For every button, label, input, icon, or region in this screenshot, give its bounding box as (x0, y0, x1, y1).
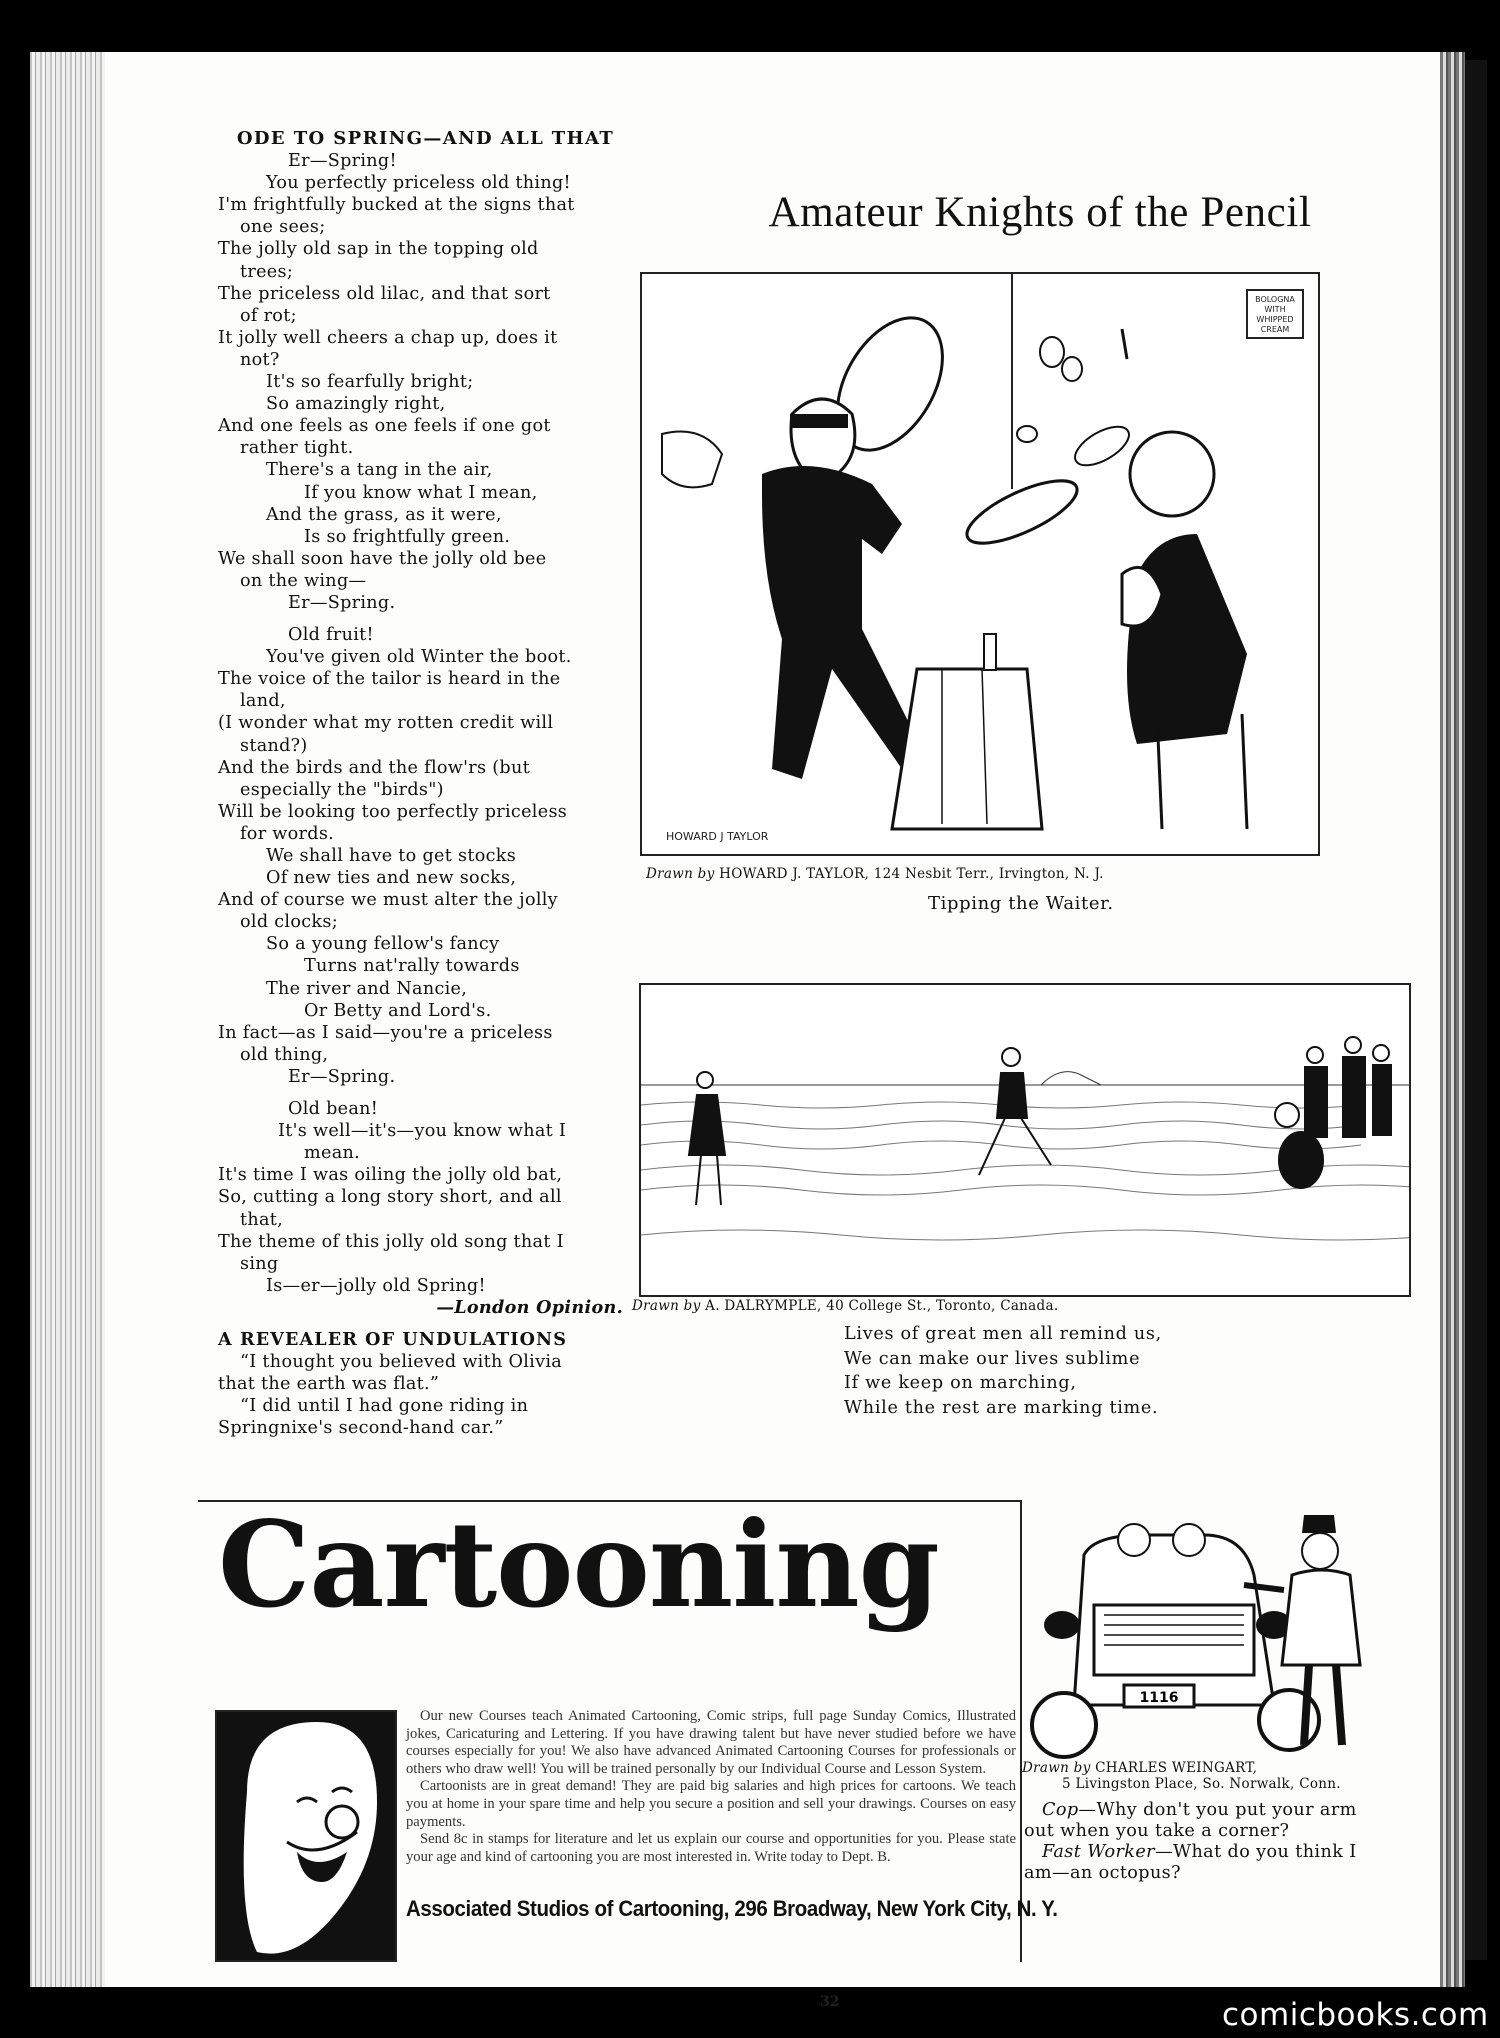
credit-artist: A. DALRYMPLE, (705, 1298, 822, 1314)
poem-line: And of course we must alter the jolly (218, 890, 558, 911)
credit-prefix: Drawn by (1022, 1760, 1091, 1776)
joke-line: out when you take a corner? (1024, 1821, 1290, 1841)
page-binding-edge (30, 52, 105, 1987)
poem-line: The priceless old lilac, and that sort (218, 283, 551, 304)
poem-line: one sees; (240, 217, 326, 238)
poem-line: of rot; (240, 305, 297, 326)
credit-artist: HOWARD J. TAYLOR, (719, 866, 870, 882)
poem-title: ODE TO SPRING—AND ALL THAT (236, 128, 615, 149)
joke-speaker: Fast Worker (1042, 1842, 1155, 1862)
poem-line: There's a tang in the air, (266, 460, 493, 481)
poem-line: We shall have to get stocks (266, 846, 517, 866)
poem-line: You've given old Winter the boot. (266, 647, 572, 668)
poem-line: The voice of the tailor is heard in the (218, 669, 561, 690)
laughing-man-drawing (217, 1712, 395, 1960)
poem-line: In fact—as I said—you're a priceless (218, 1022, 553, 1043)
poem-line: So amazingly right, (266, 394, 446, 415)
poem-line: We shall soon have the jolly old bee (218, 548, 547, 569)
poem-line: that, (240, 1209, 284, 1230)
ad-paragraph: Our new Courses teach Animated Cartooning, Comic strips, full page Sunday Comics, Illustrated jokes, Caricaturing and Lettering. If you have drawing talent but have never studied before we have courses especially for you! We also have advanced Animated Cartooning Courses for professionals or others who draw well! You will be trained personally by our Individual Course and Lesson System. (406, 1708, 1016, 1777)
poem-line: Or Betty and Lord's. (304, 1000, 492, 1021)
sign-line: CREAM (1260, 325, 1290, 334)
poem-line: And one feels as one feels if one got (218, 416, 551, 437)
credit-address: 5 Livingston Place, So. Norwalk, Conn. (1062, 1776, 1341, 1792)
book-cover-edge (1465, 60, 1487, 1960)
poem-line: trees; (240, 261, 294, 282)
credit-address: 40 College St., Toronto, Canada. (826, 1298, 1059, 1314)
cartoon-cop-and-car (1024, 1495, 1424, 1780)
credit-prefix: Drawn by (646, 866, 715, 882)
poem-line: sing (240, 1253, 279, 1274)
ad-body-text (406, 1708, 1016, 1866)
cartoon-tipping-the-waiter (640, 272, 1320, 856)
credit-artist: CHARLES WEINGART, (1095, 1760, 1258, 1776)
cartoon-drawing (642, 274, 1318, 854)
cartoon3-joke (1024, 1800, 1357, 1884)
page-stack-edge (1440, 52, 1465, 1987)
revealer-line: “I did until I had gone riding in (240, 1396, 529, 1417)
watermark: comicbooks.com (1222, 1997, 1489, 2033)
poem-line: It's well—it's—you know what I (278, 1121, 567, 1142)
poem-line: for words. (240, 823, 335, 844)
ad-paragraph: Send 8c in stamps for literature and let us explain our course and opportunities for you. Please state your age and kind of cartooning you are most interested in. Write today to Dept. B. (406, 1831, 1016, 1865)
sign-line: WITH (1264, 305, 1286, 314)
menu-sign (1247, 290, 1303, 338)
revealer-text (218, 1351, 623, 1439)
poem-column (218, 128, 623, 1439)
poem-line: Old bean! (288, 1099, 379, 1120)
poem-line: So a young fellow's fancy (266, 934, 500, 955)
poem-line: Er—Spring. (288, 592, 396, 613)
poem-line: Turns nat'rally towards (304, 956, 520, 977)
ad-paragraph: Cartoonists are in great demand! They are paid big salaries and high prices for cartoons. We teach you at home in your spare time and help you secure a position and sell your drawings. Courses on easy payments. (406, 1778, 1016, 1830)
poem-line: not? (240, 349, 280, 370)
poem-line: (I wonder what my rotten credit will (218, 713, 554, 734)
ad-footer-address: Associated Studios of Cartooning, 296 Broadway, New York City, N. Y. (406, 1896, 1058, 1921)
poem-line: rather tight. (240, 438, 354, 459)
revealer-title: A REVEALER OF UNDULATIONS (218, 1328, 568, 1350)
poem-line: If you know what I mean, (304, 482, 538, 503)
poem-line: The theme of this jolly old song that I (218, 1231, 564, 1252)
ad-wordmark: Cartooning (218, 1495, 939, 1635)
poem-line: It's so fearfully bright; (266, 372, 474, 393)
poem-line: Will be looking too perfectly priceless (218, 801, 568, 822)
poem-line: The jolly old sap in the topping old (218, 239, 539, 260)
revealer-line: Springnixe's second-hand car.” (218, 1418, 504, 1439)
beach-drawing (641, 985, 1409, 1295)
poem-line: You perfectly priceless old thing! (266, 173, 571, 194)
cartoon2-credit (632, 1298, 1058, 1314)
stanza-gap (218, 1088, 623, 1098)
sign-line: BOLOGNA (1255, 295, 1295, 304)
ad-illustration-laughing-man (215, 1710, 397, 1962)
section-heading: Amateur Knights of the Pencil (768, 189, 1312, 236)
joke-line: Fast Worker—What do you think I (1042, 1842, 1357, 1862)
poem-line: old clocks; (240, 912, 338, 933)
poem-line: Is so frightfully green. (304, 526, 511, 547)
credit-prefix: Drawn by (632, 1298, 701, 1314)
poem-lines (218, 150, 623, 1297)
cartoon3-credit (1022, 1760, 1341, 1792)
cartoon-beach-marching (639, 983, 1411, 1297)
poem-credit: —London Opinion. (436, 1296, 623, 1318)
page-number: 32 (820, 1994, 840, 2010)
poem-line: It's time I was oiling the jolly old bat, (218, 1165, 563, 1186)
poem-line: Of new ties and new socks, (266, 868, 517, 889)
revealer-line: that the earth was flat.” (218, 1374, 440, 1395)
verse-line: While the rest are marking time. (844, 1397, 1159, 1418)
poem-line: Is—er—jolly old Spring! (266, 1275, 486, 1296)
poem-line: mean. (304, 1143, 361, 1164)
cop-car-drawing (1024, 1495, 1424, 1780)
poem-line: And the birds and the flow'rs (but (218, 757, 530, 778)
stanza-gap (218, 614, 623, 624)
poem-line: So, cutting a long story short, and all (218, 1187, 562, 1208)
poem-line: on the wing— (240, 570, 367, 591)
cartoon1-credit (646, 866, 1104, 882)
poem-line: land, (240, 691, 286, 712)
svg-text:1116: 1116 (1139, 1690, 1179, 1706)
cartoon1-title: Tipping the Waiter. (928, 893, 1114, 914)
svg-text:HOWARD J TAYLOR: HOWARD J TAYLOR (666, 830, 769, 843)
verse-line: Lives of great men all remind us, (844, 1324, 1162, 1344)
poem-line: And the grass, as it were, (266, 504, 502, 525)
poem-line: The river and Nancie, (266, 978, 468, 999)
joke-line: Cop—Why don't you put your arm (1042, 1800, 1357, 1820)
revealer-line: “I thought you believed with Olivia (240, 1352, 563, 1373)
joke-speaker: Cop (1042, 1800, 1079, 1820)
poem-line: especially the "birds") (240, 779, 444, 800)
poem-line: Old fruit! (288, 625, 374, 646)
poem-line: Er—Spring. (288, 1066, 396, 1087)
poem-line: stand?) (240, 735, 308, 756)
joke-line: am—an octopus? (1024, 1863, 1181, 1883)
poem-line: old thing, (240, 1044, 329, 1065)
cartoon2-verse (844, 1322, 1162, 1420)
credit-address: 124 Nesbit Terr., Irvington, N. J. (873, 866, 1104, 882)
poem-line: It jolly well cheers a chap up, does it (218, 327, 558, 348)
verse-line: We can make our lives sublime (844, 1348, 1141, 1369)
verse-line: If we keep on marching, (844, 1373, 1077, 1393)
poem-line: I'm frightfully bucked at the signs that (218, 195, 575, 216)
poem-line: Er—Spring! (288, 151, 397, 172)
sign-line: WHIPPED (1256, 315, 1294, 324)
